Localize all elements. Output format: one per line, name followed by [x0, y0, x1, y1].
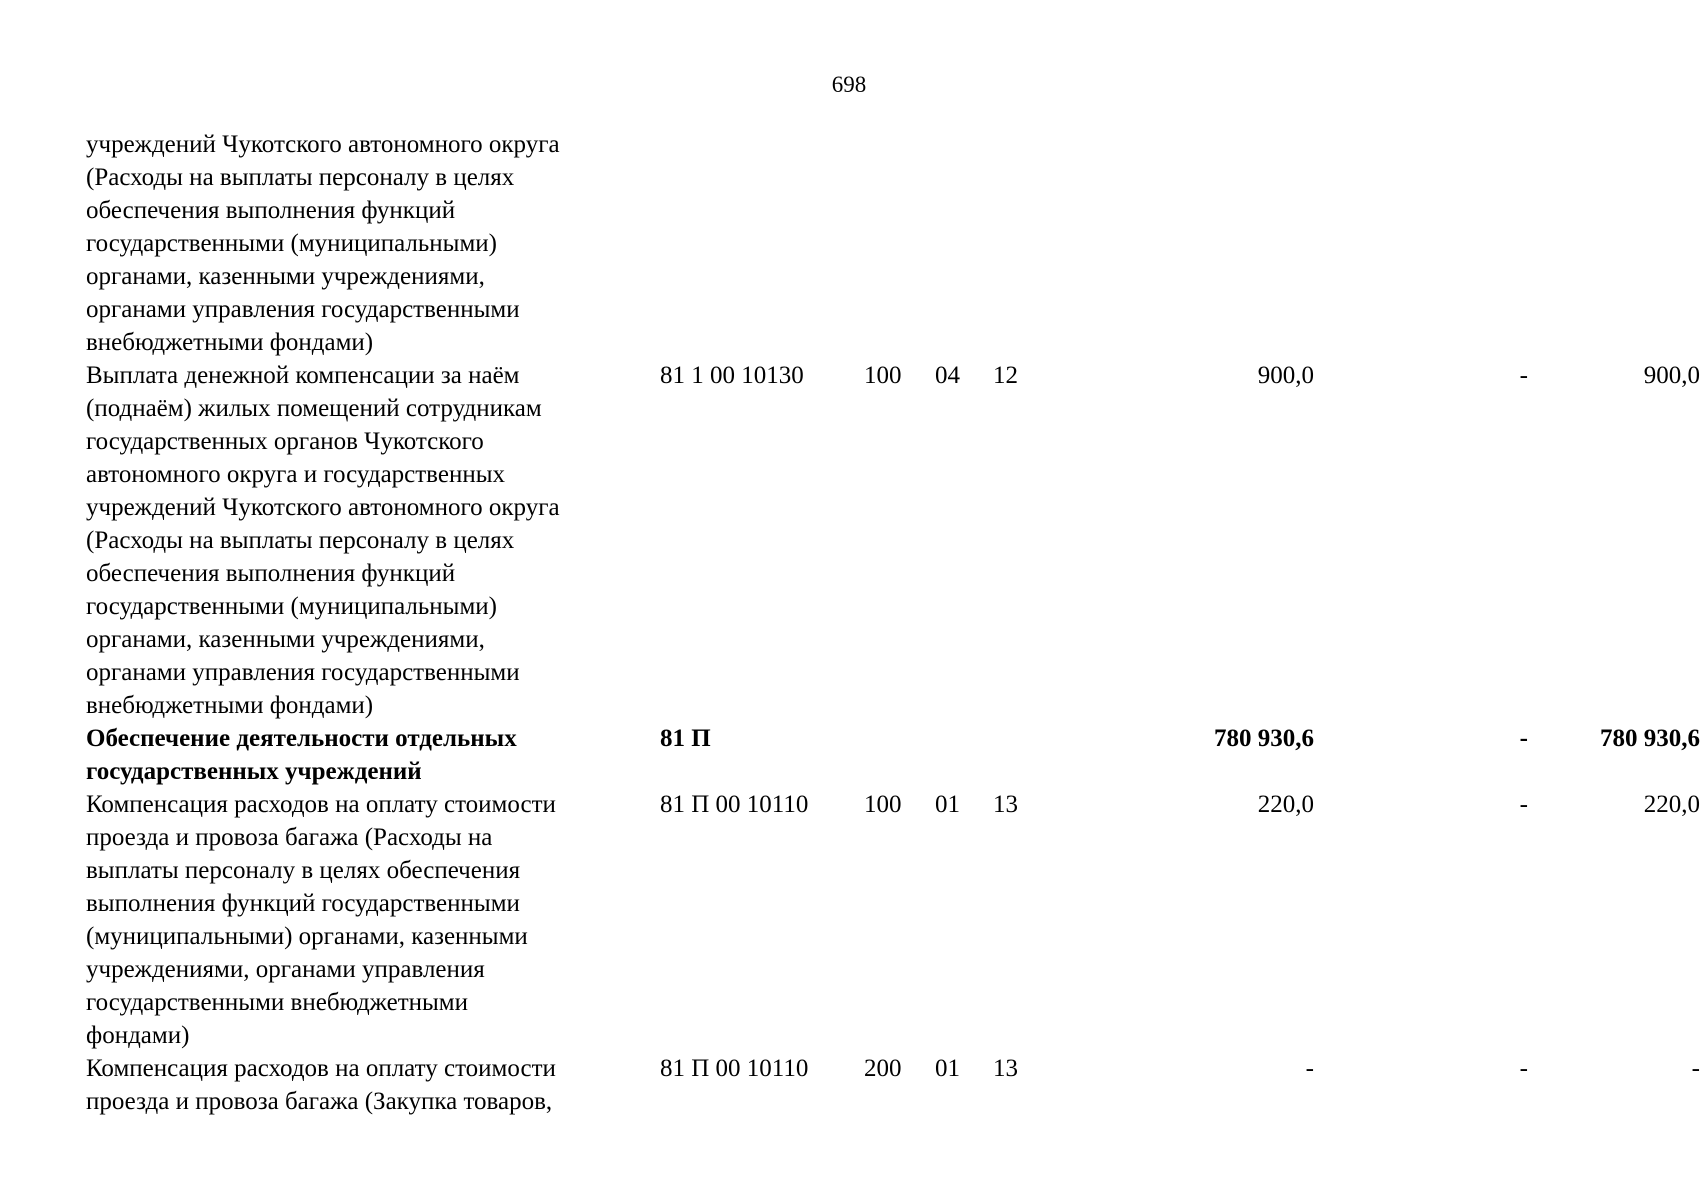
- expense-type-code: 100: [864, 362, 902, 389]
- subsection-code: 13: [993, 1055, 1018, 1082]
- subsection-code: 12: [993, 362, 1018, 389]
- amount-1: 780 930,6: [1214, 725, 1314, 752]
- table-row: [86, 788, 1700, 1052]
- target-article-code: 81 П 00 10110: [660, 1055, 809, 1082]
- amount-3: -: [1691, 1055, 1700, 1082]
- table-row: [86, 1052, 1700, 1118]
- target-article-code: 81 П 00 10110: [660, 791, 809, 818]
- section-code: 04: [935, 362, 960, 389]
- section-code: 01: [935, 1055, 960, 1082]
- target-article-code: 81 П: [660, 725, 711, 752]
- amount-1: 900,0: [1257, 362, 1314, 389]
- amount-2: -: [1519, 725, 1528, 752]
- amount-2: -: [1519, 1055, 1528, 1082]
- expense-name: Компенсация расходов на оплату стоимости проезда и провоза багажа (Закупка товаров,: [86, 1055, 556, 1115]
- amount-2: -: [1519, 362, 1528, 389]
- expense-type-code: 200: [864, 1055, 902, 1082]
- amount-1: 220,0: [1257, 791, 1314, 818]
- page-number: 698: [831, 72, 867, 97]
- amount-2: -: [1519, 791, 1528, 818]
- expense-name: Выплата денежной компенсации за наём (поднаём) жилых помещений сотрудникам государственных органов Чукотского автономного округа и государственных учреждений Чукотского автономного округа (Расходы на выплаты персоналу в целях обеспечения выполнения функций государственными (муниципальными) органами, казенными учреждениями, органами управления государственными внебюджетными фондами): [86, 362, 560, 719]
- expense-name: Компенсация расходов на оплату стоимости проезда и провоза багажа (Расходы на выплаты персоналу в целях обеспечения выполнения функций государственными (муниципальными) органами, казенными учреждениями, органами управления государственными внебюджетными фондами): [86, 791, 556, 1049]
- amount-3: 900,0: [1643, 362, 1700, 389]
- budget-table: [86, 128, 1700, 1118]
- table-row: [86, 722, 1700, 788]
- amount-3: 220,0: [1643, 791, 1700, 818]
- table-row: [86, 128, 1626, 359]
- subsection-code: 13: [993, 791, 1018, 818]
- table-row: [86, 359, 1700, 722]
- expense-type-code: 100: [864, 791, 902, 818]
- amount-3: 780 930,6: [1600, 725, 1700, 752]
- expense-name: учреждений Чукотского автономного округа (Расходы на выплаты персоналу в целях обеспечения выполнения функций государственными (муниципальными) органами, казенными учреждениями, органами управления государственными внебюджетными фондами): [86, 131, 560, 356]
- amount-1: -: [1305, 1055, 1314, 1082]
- expense-name: Обеспечение деятельности отдельных государственных учреждений: [86, 725, 517, 785]
- target-article-code: 81 1 00 10130: [660, 362, 804, 389]
- section-code: 01: [935, 791, 960, 818]
